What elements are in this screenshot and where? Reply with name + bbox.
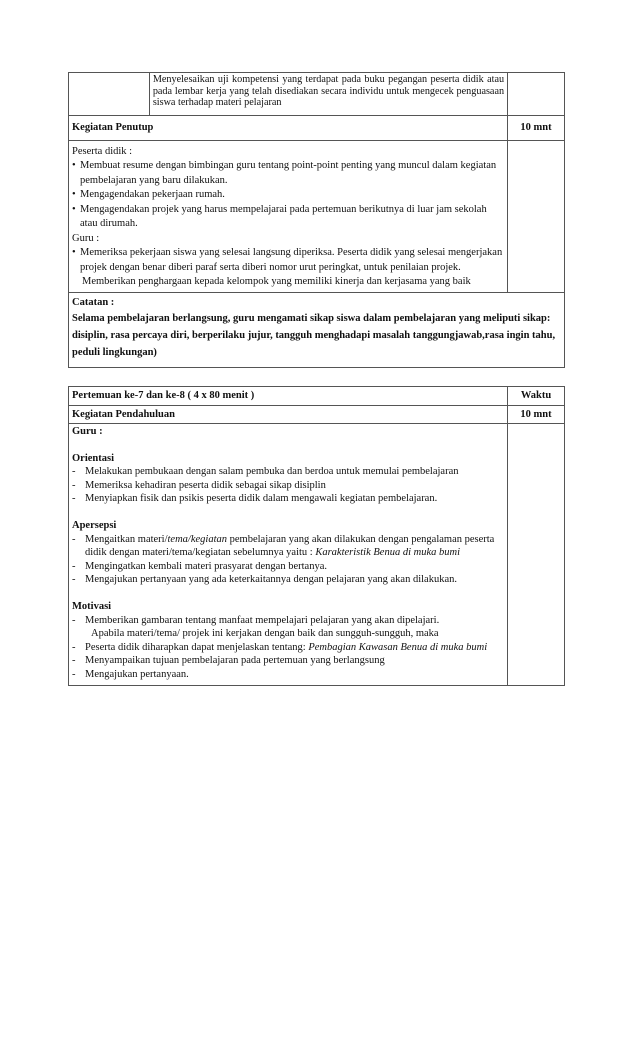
meeting-title: Pertemuan ke-7 dan ke-8 ( 4 x 80 menit ) xyxy=(69,387,508,406)
table-row xyxy=(69,73,565,116)
list-item: - Memberikan gambaran tentang manfaat mempelajari pelajaran yang akan dipelajari. xyxy=(72,614,440,626)
table-row xyxy=(69,387,565,406)
list-item: - Menyampaikan tujuan pembelajaran pada pertemuan yang berlangsung xyxy=(72,655,385,667)
teacher-label: Guru : xyxy=(72,232,100,244)
list-item: - Peserta didik diharapkan dapat menjelaskan tentang: Pembagian Kawasan Benua di muka bumi xyxy=(72,641,488,653)
note-cell xyxy=(69,292,565,367)
motivasi-continuation: Apabila materi/tema/ projek ini kerjakan dengan baik dan sungguh-sungguh, maka xyxy=(91,628,439,640)
opening-activities-table xyxy=(68,386,565,686)
intro-title: Kegiatan Pendahuluan xyxy=(69,405,508,424)
list-item: - Mengajukan pertanyaan yang ada keterkaitannya dengan pelajaran yang akan dilakukan. xyxy=(72,574,458,586)
closing-time: 10 mnt xyxy=(508,116,565,141)
time-header: Waktu xyxy=(508,387,565,406)
teacher-extra: Memberikan penghargaan kepada kelompok yang memiliki kinerja dan kerjasama yang baik xyxy=(82,276,471,287)
list-item: - Melakukan pembukaan dengan salam pembuka dan berdoa untuk memulai pembelajaran xyxy=(72,466,459,478)
list-item: • Membuat resume dengan bimbingan guru tentang point-point penting yang muncul dalam kegiatan pembelajaran yang baru dilakukan. xyxy=(72,160,497,186)
table-row xyxy=(69,424,565,686)
intro-content xyxy=(69,424,508,686)
list-item: • Mengagendakan projek yang harus mempelajarai pada pertemuan berikutnya di luar jam sekolah atau dirumah. xyxy=(72,203,487,229)
list-item: - Mengaitkan materi/tema/kegiatan pembelajaran yang akan dilakukan dengan pengalaman peserta didik dengan materi/tema/kegiatan sebelumnya yaitu : Karakteristik Benua di muka bumi xyxy=(72,533,495,559)
orientasi-title: Orientasi xyxy=(72,452,114,464)
teacher-label: Guru : xyxy=(72,426,103,437)
note-text: Selama pembelajaran berlangsung, guru mengamati sikap siswa dalam pembelajaran yang meliputi sikap: disiplin, rasa percaya diri, berperilaku jujur, tangguh menghadapi masalah tanggungjawab,rasa ingin tahu, peduli lingkungan) xyxy=(72,312,556,358)
intro-time: 10 mnt xyxy=(508,405,565,424)
empty-cell xyxy=(508,424,565,686)
empty-cell xyxy=(508,73,565,116)
list-item: - Menyiapkan fisik dan psikis peserta didik dalam mengawali kegiatan pembelajaran. xyxy=(72,493,438,505)
list-item: • Memeriksa pekerjaan siswa yang selesai langsung diperiksa. Peserta didik yang selesai mengerjakan projek dengan benar diberi paraf serta diberi nomor urut peringkat, untuk penilaian projek. xyxy=(72,247,503,273)
competency-text: Menyelesaikan uji kompetensi yang terdapat pada buku pegangan peserta didik atau pada lembar kerja yang telah disediakan secara individu untuk mengecek penguasaan siswa terhadap materi pelajaran xyxy=(149,73,507,116)
closing-title: Kegiatan Penutup xyxy=(69,116,508,141)
table-row xyxy=(69,140,565,292)
table-row xyxy=(69,292,565,367)
empty-cell xyxy=(508,140,565,292)
list-item: • Mengagendakan pekerjaan rumah. xyxy=(72,189,225,200)
closing-content xyxy=(69,140,508,292)
list-item: - Mengajukan pertanyaan. xyxy=(72,668,189,680)
motivasi-title: Motivasi xyxy=(72,600,112,612)
student-label: Peserta didik : xyxy=(72,145,133,157)
list-item: - Mengingatkan kembali materi prasyarat dengan bertanya. xyxy=(72,560,327,572)
list-item: - Memeriksa kehadiran peserta didik sebagai sikap disiplin xyxy=(72,479,326,491)
empty-cell xyxy=(69,73,150,116)
table-row xyxy=(69,405,565,424)
apersepsi-title: Apersepsi xyxy=(72,519,117,531)
table-row xyxy=(69,116,565,141)
closing-activities-table xyxy=(68,72,565,368)
note-label: Catatan : xyxy=(72,296,115,308)
